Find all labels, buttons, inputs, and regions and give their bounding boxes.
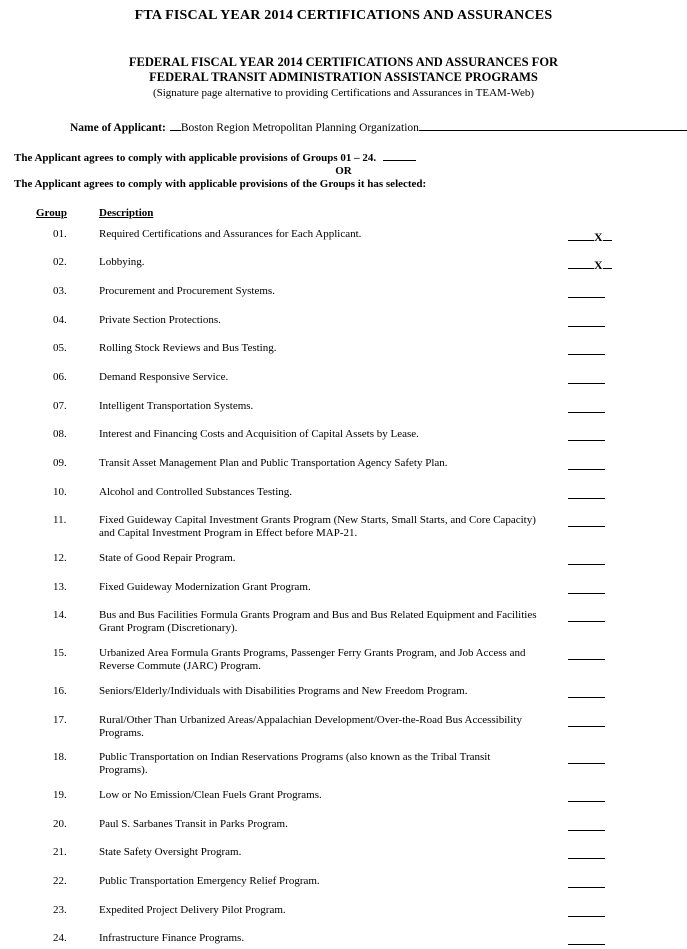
group-selection-line — [568, 581, 687, 598]
table-row — [0, 789, 687, 806]
selection-line-segment — [568, 904, 605, 917]
group-number: 20. — [53, 818, 99, 831]
agreement-all-groups-blank-line — [383, 149, 416, 161]
table-row — [0, 457, 687, 474]
group-description: Demand Responsive Service. — [99, 371, 546, 384]
group-number: 09. — [53, 457, 99, 470]
group-number: 18. — [53, 751, 99, 764]
group-number: 17. — [53, 714, 99, 727]
or-separator: OR — [0, 165, 687, 178]
applicant-name-row — [70, 118, 687, 134]
heading-subtitle: (Signature page alternative to providing Certifications and Assurances in TEAM-Web) — [0, 86, 687, 101]
group-description: Infrastructure Finance Programs. — [99, 932, 546, 945]
group-number: 15. — [53, 647, 99, 660]
group-number: 04. — [53, 314, 99, 327]
group-selection-line — [568, 685, 687, 702]
table-row — [0, 342, 687, 359]
group-number: 21. — [53, 846, 99, 859]
selection-line-segment — [568, 685, 605, 698]
group-description: Rural/Other Than Urbanized Areas/Appalachian Development/Over-the-Road Bus Accessibility Programs. — [99, 714, 546, 740]
group-number: 07. — [53, 400, 99, 413]
group-number: 23. — [53, 904, 99, 917]
selection-line-segment — [568, 581, 605, 594]
group-selection-line — [568, 647, 687, 664]
applicant-name-label: Name of Applicant: — [70, 122, 166, 134]
group-number: 10. — [53, 486, 99, 499]
applicant-name-fill-line — [419, 118, 687, 131]
selection-line-segment — [568, 342, 605, 355]
group-selection-line — [568, 486, 687, 503]
applicant-name-value: Boston Region Metropolitan Planning Organization — [181, 122, 419, 134]
group-description: Interest and Financing Costs and Acquisition of Capital Assets by Lease. — [99, 428, 546, 441]
selection-line-segment — [568, 428, 605, 441]
table-row — [0, 371, 687, 388]
group-description: Fixed Guideway Modernization Grant Program. — [99, 581, 546, 594]
group-selection-line — [568, 751, 687, 768]
group-selection-line — [568, 228, 687, 245]
agreement-all-groups-line — [14, 149, 687, 165]
selection-line-segment — [568, 371, 605, 384]
group-number: 24. — [53, 932, 99, 945]
group-selection-line — [568, 932, 687, 949]
group-description: Paul S. Sarbanes Transit in Parks Program. — [99, 818, 546, 831]
group-description: Required Certifications and Assurances for Each Applicant. — [99, 228, 546, 241]
selection-line-segment — [568, 609, 605, 622]
table-row — [0, 552, 687, 569]
group-number: 19. — [53, 789, 99, 802]
selection-line-segment — [568, 751, 605, 764]
group-description: Public Transportation on Indian Reservations Programs (also known as the Tribal Transit Programs). — [99, 751, 546, 777]
group-selection-line — [568, 552, 687, 569]
table-row — [0, 314, 687, 331]
table-row — [0, 932, 687, 949]
selection-line-segment — [568, 400, 605, 413]
table-row — [0, 685, 687, 702]
selection-line-segment — [568, 552, 605, 565]
group-number: 06. — [53, 371, 99, 384]
selection-line-segment — [568, 457, 605, 470]
selection-line-segment — [568, 932, 605, 945]
selection-line-segment — [568, 285, 605, 298]
group-selection-line — [568, 875, 687, 892]
group-number: 12. — [53, 552, 99, 565]
heading-line-1: FEDERAL FISCAL YEAR 2014 CERTIFICATIONS AND ASSURANCES FOR — [0, 55, 687, 70]
page-title: FTA FISCAL YEAR 2014 CERTIFICATIONS AND ASSURANCES — [0, 0, 687, 24]
column-header-group: Group — [36, 207, 99, 219]
group-number: 11. — [53, 514, 99, 527]
group-selection-line — [568, 514, 687, 531]
group-description: Fixed Guideway Capital Investment Grants Program (New Starts, Small Starts, and Core Capacity) and Capital Investment Program in Effect before MAP-21. — [99, 514, 546, 540]
selection-line-segment — [568, 789, 605, 802]
group-description: Lobbying. — [99, 256, 546, 269]
agreement-selected-groups-line: The Applicant agrees to comply with applicable provisions of the Groups it has selected: — [14, 178, 687, 191]
selection-line-segment — [568, 875, 605, 888]
group-description: Urbanized Area Formula Grants Programs, Passenger Ferry Grants Program, and Job Access and Reverse Commute (JARC) Program. — [99, 647, 546, 673]
group-description: Private Section Protections. — [99, 314, 546, 327]
table-row — [0, 714, 687, 740]
groups-table-header — [0, 207, 687, 219]
applicant-name-line-prefix — [170, 118, 181, 131]
table-row — [0, 818, 687, 835]
selection-line-segment — [568, 514, 605, 527]
table-row — [0, 647, 687, 673]
group-description: Alcohol and Controlled Substances Testing. — [99, 486, 546, 499]
group-number: 22. — [53, 875, 99, 888]
document-heading — [0, 55, 687, 101]
group-selection-line — [568, 428, 687, 445]
group-description: State of Good Repair Program. — [99, 552, 546, 565]
group-selection-mark: X — [594, 231, 603, 243]
table-row — [0, 285, 687, 302]
group-description: Transit Asset Management Plan and Public Transportation Agency Safety Plan. — [99, 457, 546, 470]
group-description: Seniors/Elderly/Individuals with Disabilities Programs and New Freedom Program. — [99, 685, 546, 698]
group-description: Low or No Emission/Clean Fuels Grant Programs. — [99, 789, 546, 802]
group-selection-line — [568, 904, 687, 921]
group-number: 01. — [53, 228, 99, 241]
column-header-description: Description — [99, 207, 687, 219]
selection-line-segment — [603, 228, 612, 241]
group-selection-line — [568, 609, 687, 626]
selection-line-segment — [568, 846, 605, 859]
group-number: 16. — [53, 685, 99, 698]
group-selection-line — [568, 818, 687, 835]
selection-line-segment — [568, 256, 594, 269]
table-row — [0, 256, 687, 273]
group-number: 05. — [53, 342, 99, 355]
table-row — [0, 846, 687, 863]
group-number: 08. — [53, 428, 99, 441]
table-row — [0, 904, 687, 921]
group-selection-line — [568, 371, 687, 388]
group-selection-mark: X — [594, 259, 603, 271]
group-number: 02. — [53, 256, 99, 269]
table-row — [0, 581, 687, 598]
group-number: 13. — [53, 581, 99, 594]
agreement-all-groups-text: The Applicant agrees to comply with applicable provisions of Groups 01 – 24. — [14, 152, 376, 164]
group-description: State Safety Oversight Program. — [99, 846, 546, 859]
selection-line-segment — [568, 228, 594, 241]
table-row — [0, 400, 687, 417]
selection-line-segment — [568, 714, 605, 727]
group-description: Public Transportation Emergency Relief Program. — [99, 875, 546, 888]
selection-line-segment — [568, 486, 605, 499]
group-selection-line — [568, 789, 687, 806]
group-selection-line — [568, 714, 687, 731]
table-row — [0, 486, 687, 503]
table-row — [0, 875, 687, 892]
selection-line-segment — [568, 647, 605, 660]
table-row — [0, 609, 687, 635]
group-selection-line — [568, 400, 687, 417]
group-selection-line — [568, 256, 687, 273]
group-number: 14. — [53, 609, 99, 622]
group-description: Expedited Project Delivery Pilot Program. — [99, 904, 546, 917]
table-row — [0, 751, 687, 777]
group-selection-line — [568, 457, 687, 474]
group-description: Procurement and Procurement Systems. — [99, 285, 546, 298]
heading-line-2: FEDERAL TRANSIT ADMINISTRATION ASSISTANCE PROGRAMS — [0, 70, 687, 85]
selection-line-segment — [568, 818, 605, 831]
group-selection-line — [568, 314, 687, 331]
group-selection-line — [568, 846, 687, 863]
table-row — [0, 514, 687, 540]
selection-line-segment — [568, 314, 605, 327]
group-description: Intelligent Transportation Systems. — [99, 400, 546, 413]
groups-table-body — [0, 228, 687, 949]
selection-line-segment — [603, 256, 612, 269]
group-selection-line — [568, 342, 687, 359]
table-row — [0, 428, 687, 445]
group-description: Rolling Stock Reviews and Bus Testing. — [99, 342, 546, 355]
group-selection-line — [568, 285, 687, 302]
group-description: Bus and Bus Facilities Formula Grants Program and Bus and Bus Related Equipment and Facilities Grant Program (Discretionary). — [99, 609, 546, 635]
group-number: 03. — [53, 285, 99, 298]
table-row — [0, 228, 687, 245]
